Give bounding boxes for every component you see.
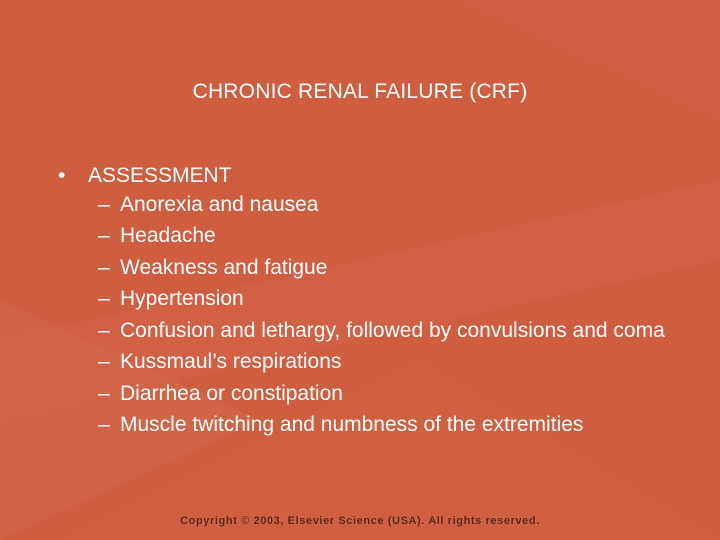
dash-icon: – (98, 318, 110, 342)
dash-icon: – (98, 255, 110, 279)
list-item-text: Weakness and fatigue (120, 255, 328, 279)
list-item-text: Confusion and lethargy, followed by convulsions and coma (120, 318, 665, 342)
assessment-list (58, 192, 678, 438)
slide-title-text: CHRONIC RENAL FAILURE (CRF) (192, 80, 528, 103)
list-item (58, 318, 678, 343)
list-item (58, 412, 678, 437)
dash-icon: – (98, 381, 110, 405)
list-item (58, 381, 678, 406)
copyright-footer: Copyright © 2003, Elsevier Science (USA). All rights reserved. (180, 515, 540, 527)
bullet-icon: • (58, 164, 66, 187)
assessment-heading: ASSESSMENT (88, 164, 232, 187)
list-item (58, 349, 678, 374)
dash-icon: – (98, 224, 110, 247)
list-item (58, 192, 678, 217)
dash-icon: – (98, 350, 110, 373)
list-item (58, 223, 678, 248)
dash-icon: – (98, 192, 110, 216)
list-item-text: Diarrhea or constipation (120, 381, 343, 405)
list-item-text: Anorexia and nausea (120, 192, 319, 216)
list-item-text: Headache (120, 224, 216, 247)
list-item (58, 286, 678, 311)
slide-title (0, 80, 720, 104)
dash-icon: – (98, 287, 110, 310)
list-item-text: Muscle twitching and numbness of the extremities (120, 413, 584, 436)
list-item-text: Hypertension (120, 287, 244, 310)
list-item-text: Kussmaul’s respirations (120, 350, 342, 373)
assessment-bullet (58, 160, 678, 192)
list-item (58, 255, 678, 280)
dash-icon: – (98, 413, 110, 436)
slide-content (58, 160, 678, 444)
